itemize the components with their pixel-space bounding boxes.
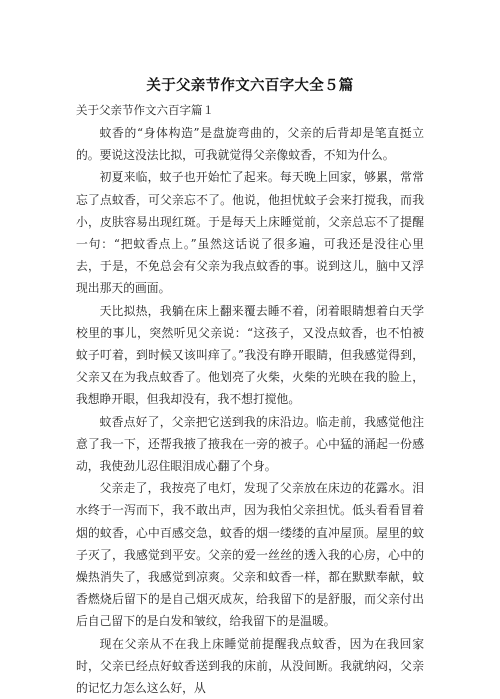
paragraph: 蚊香点好了，父亲把它送到我的床沿边。临走前，我感觉他注意了我一下，还帮我掖了掖我在一旁的被子。心中猛的涌起一份感动，我使劲儿忍住眼泪成心翻了个身。: [76, 414, 424, 474]
document-subtitle: 关于父亲节作文六百字篇１: [76, 103, 214, 117]
paragraph: 父亲走了，我按亮了电灯，发现了父亲放在床边的花露水。泪水终于一泻而下，我不敢出声，因为我怕父亲担忧。低头看看冒着烟的蚊香，心中百感交急，蚊香的烟一缕缕的直冲屋顶。屋里的蚊子灭了，我感觉到平安。父亲的爱一丝丝的透入我的心房，心中的燥热消失了，我感觉到凉爽。父亲和蚊香一样，都在默默奉献，蚊香燃烧后留下的是自己烟灭成灰，给我留下的是舒服，而父亲付出后自己留下的是白发和皱纹，给我留下的是温暖。: [76, 481, 424, 629]
document-title: 关于父亲节作文六百字大全５篇: [146, 78, 354, 94]
paragraph: 现在父亲从不在我上床睡觉前提醒我点蚊香，因为在我回家时，父亲已经点好蚊香送到我的床前，从没间断。我就纳闷，父亲的记忆力怎么这么好，从: [76, 636, 424, 696]
paragraph: 蚊香的“身体构造”是盘旋弯曲的，父亲的后背却是笔直挺立的。要说这没法比拟，可我就觉得父亲像蚊香，不知为什么。: [76, 126, 424, 163]
document-body: [76, 122, 424, 699]
paragraph: 天比拟热，我躺在床上翻来覆去睡不着，闭着眼睛想着白天学校里的事儿，突然听见父亲说：“这孩子，又没点蚊香，也不怕被蚊子叮着，到时候又该叫痒了。”我没有睁开眼睛，但我感觉得到，父亲又在为我点蚊香了。他划亮了火柴，火柴的光映在我的脸上，我想睁开眼，但我却没有，我不想打搅他。: [76, 303, 424, 407]
paragraph: 初夏来临，蚊子也开始忙了起来。每天晚上回家，够累，常常忘了点蚊香，可父亲忘不了。他说，他担忧蚊子会来打搅我，而我小，皮肤容易出现红斑。于是每天上床睡觉前，父亲总忘不了提醒一句：“把蚊香点上。”虽然这话说了很多遍，可我还是没往心里去，于是，不免总会有父亲为我点蚊香的事。说到这儿，脑中又浮现出那天的画面。: [76, 170, 424, 296]
